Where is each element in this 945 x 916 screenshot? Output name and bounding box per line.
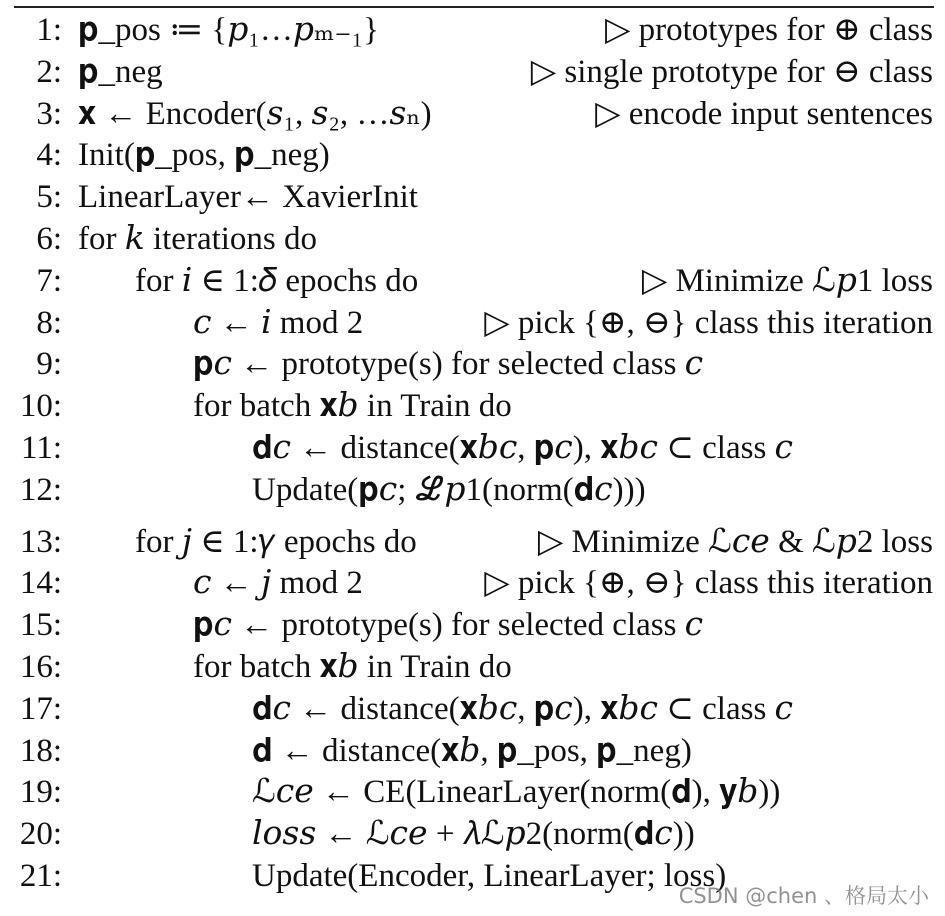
line-code: 𝑐 ← 𝑗 mod 2 (193, 565, 363, 602)
line-code: for batch 𝐱𝑏 in Train do (193, 648, 512, 685)
algorithm-line (0, 261, 945, 303)
line-number: 12: (19, 471, 62, 508)
line-comment: ▷ Minimize ℒ𝑐𝑒 & ℒ𝑝2 loss (537, 523, 933, 560)
line-code: for 𝑗 ∈ 1:𝛾 epochs do (135, 523, 417, 560)
line-code: for 𝑘 iterations do (78, 220, 318, 257)
line-code: 𝐝𝑐 ← distance(𝐱𝑏𝑐, 𝐩𝑐), 𝐱𝑏𝑐 ⊂ class 𝑐 (252, 690, 794, 727)
line-code: 𝐝 ← distance(𝐱𝑏, 𝐩_pos, 𝐩_neg) (252, 732, 692, 769)
algorithm-line (0, 470, 945, 512)
algorithm-line (0, 219, 945, 261)
line-number: 2: (36, 53, 62, 90)
line-number: 7: (36, 262, 62, 299)
line-number: 20: (19, 816, 62, 853)
algorithm-line (0, 303, 945, 345)
algorithm-line (0, 386, 945, 428)
line-code: LinearLayer← XavierInit (78, 179, 418, 216)
line-number: 17: (19, 690, 62, 727)
algorithm-line (0, 522, 945, 564)
line-code: for batch 𝐱𝑏 in Train do (193, 388, 512, 425)
algorithm-line (0, 428, 945, 470)
line-code: Update(Encoder, LinearLayer; loss) (252, 857, 727, 894)
line-number: 11: (21, 429, 62, 466)
line-code: 𝐩_pos ≔ {𝑝₁…𝑝ₘ₋₁} (78, 12, 380, 48)
algorithm-line (0, 135, 945, 177)
algorithm-line (0, 10, 945, 52)
line-code: ℒ𝑐𝑒 ← CE(LinearLayer(norm(𝐝), 𝐲𝑏)) (252, 774, 781, 811)
line-number: 21: (19, 857, 62, 894)
algorithm-line (0, 772, 945, 814)
algorithm-line (0, 731, 945, 773)
line-comment: ▷ Minimize ℒ𝑝1 loss (641, 262, 933, 299)
line-number: 9: (36, 346, 62, 383)
line-code: 𝐩_neg (78, 53, 163, 90)
line-code: 𝐱 ← Encoder(𝑠₁, 𝑠₂, …𝑠ₙ) (78, 95, 432, 132)
line-comment: ▷ encode input sentences (595, 95, 933, 132)
line-code: Init(𝐩_pos, 𝐩_neg) (78, 137, 330, 174)
algorithm-line (0, 52, 945, 94)
line-number: 6: (36, 220, 62, 257)
algorithm-line (0, 344, 945, 386)
line-code: for 𝑖 ∈ 1:𝛿 epochs do (135, 262, 419, 299)
line-number: 18: (19, 732, 62, 769)
line-code: 𝐩𝑐 ← prototype(s) for selected class 𝑐 (193, 607, 704, 644)
line-code: 𝑙𝑜𝑠𝑠 ← ℒ𝑐𝑒 + 𝜆ℒ𝑝2(norm(𝐝𝑐)) (252, 816, 695, 853)
line-number: 8: (36, 304, 62, 341)
line-comment: ▷ prototypes for ⊕ class (605, 12, 933, 48)
algorithm-line (0, 814, 945, 856)
line-number: 10: (19, 388, 62, 425)
line-code: 𝐩𝑐 ← prototype(s) for selected class 𝑐 (193, 346, 704, 383)
line-code: 𝐝𝑐 ← distance(𝐱𝑏𝑐, 𝐩𝑐), 𝐱𝑏𝑐 ⊂ class 𝑐 (252, 429, 794, 466)
line-number: 19: (19, 774, 62, 811)
algorithm-line (0, 563, 945, 605)
line-number: 13: (19, 523, 62, 560)
line-number: 4: (36, 137, 62, 174)
watermark: CSDN @chen 、格局太小 (678, 884, 929, 908)
line-number: 5: (36, 179, 62, 216)
line-comment: ▷ pick {⊕, ⊖} class this iteration (484, 304, 933, 341)
line-comment: ▷ single prototype for ⊖ class (530, 53, 933, 90)
algorithm-line (0, 647, 945, 689)
line-code: Update(𝐩𝑐; ℒ𝑝1(norm(𝐝𝑐))) (252, 471, 646, 508)
algorithm-line (0, 177, 945, 219)
line-number: 14: (19, 565, 62, 602)
line-number: 15: (19, 607, 62, 644)
algorithm-block (0, 10, 945, 898)
line-comment: ▷ pick {⊕, ⊖} class this iteration (484, 565, 933, 602)
line-number: 16: (19, 648, 62, 685)
line-number: 1: (36, 12, 62, 48)
algorithm-top-rule (14, 6, 934, 8)
algorithm-line (0, 94, 945, 136)
line-number: 3: (36, 95, 62, 132)
line-code: 𝑐 ← 𝑖 mod 2 (193, 304, 364, 341)
algorithm-line (0, 689, 945, 731)
algorithm-line (0, 605, 945, 647)
